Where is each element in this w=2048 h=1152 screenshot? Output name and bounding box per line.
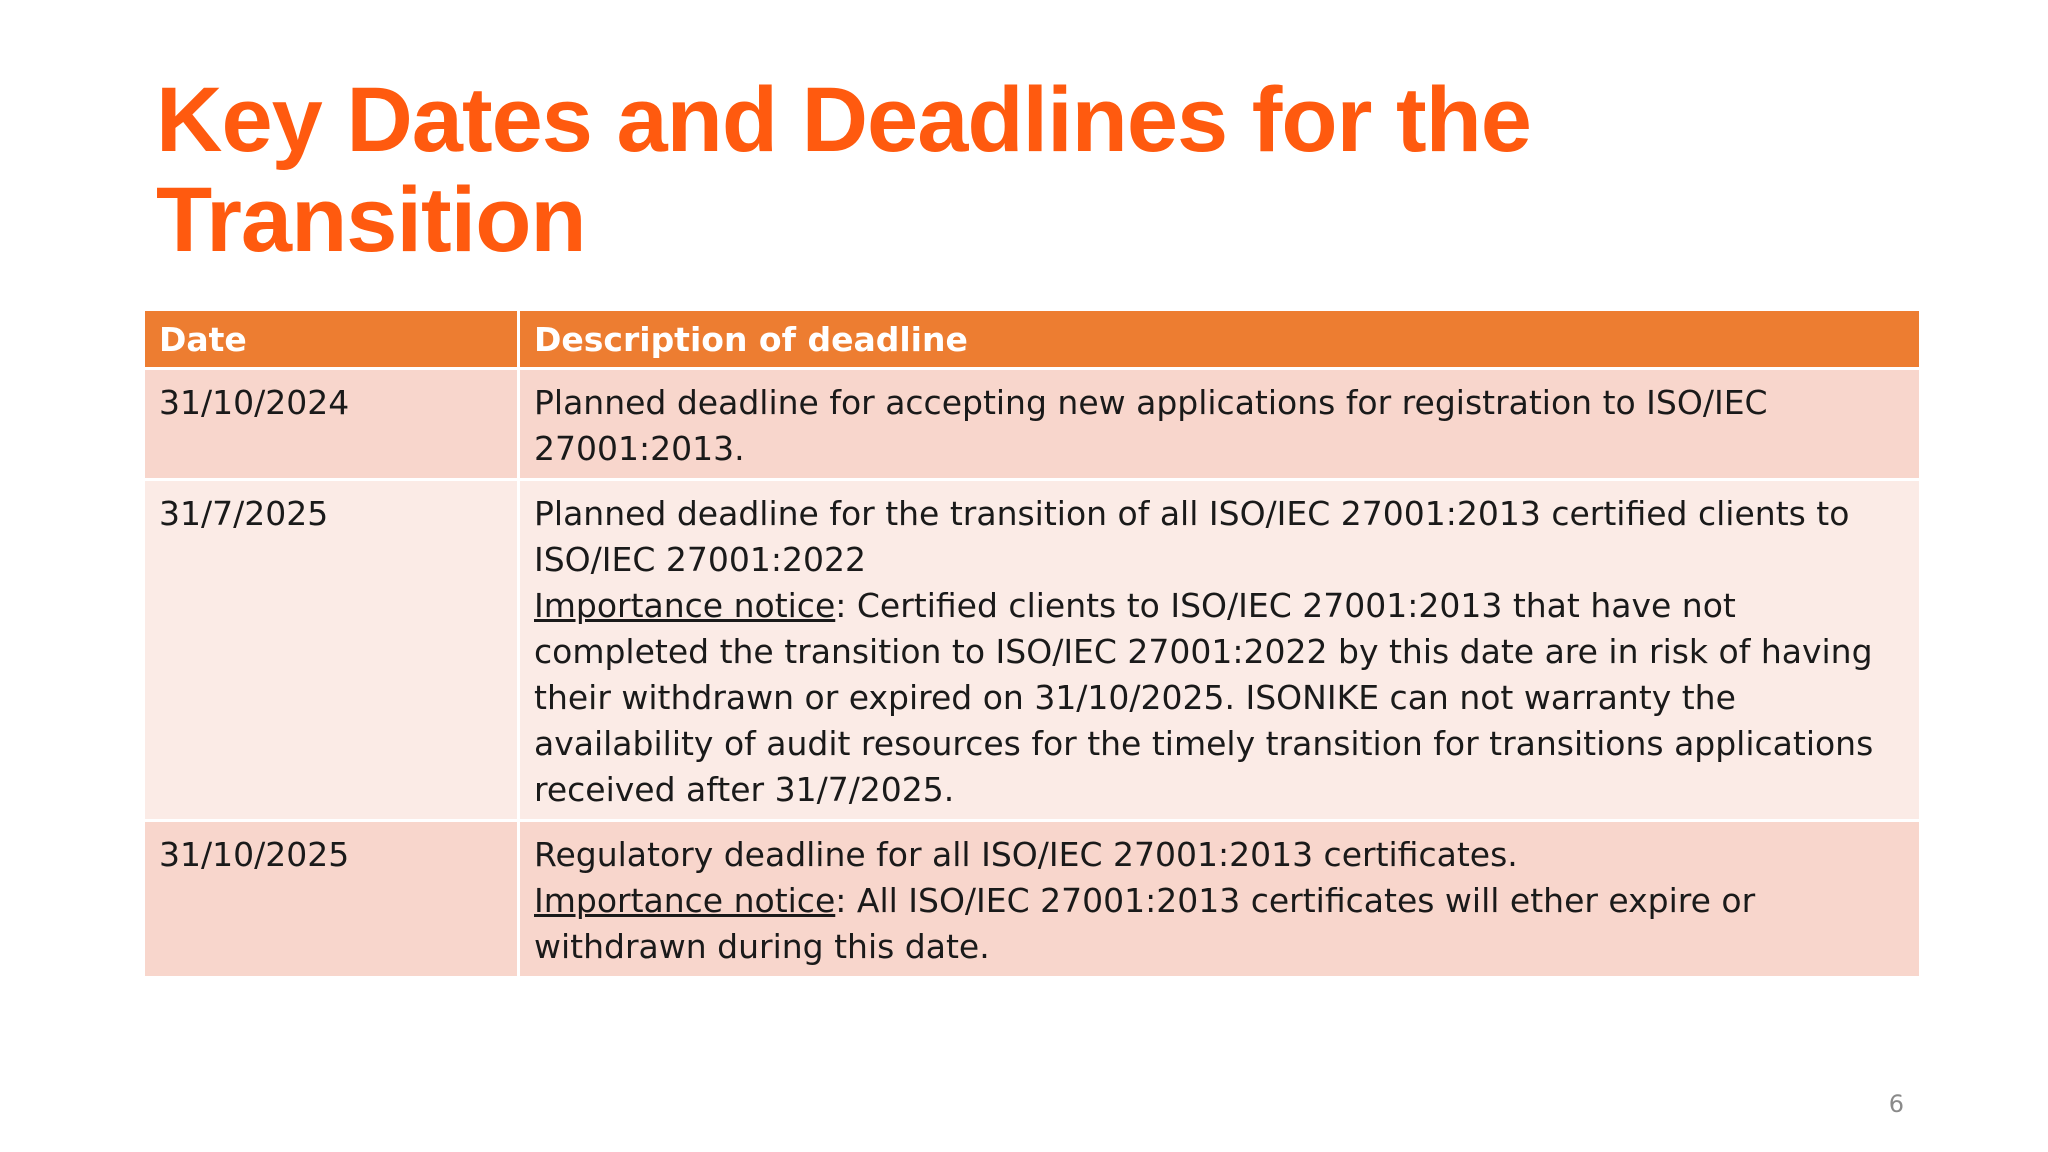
table-header-row: [144, 310, 1921, 369]
row-date: 31/7/2025: [144, 480, 519, 821]
row-description-cell: [519, 369, 1921, 480]
importance-notice-label: Importance notice: [534, 881, 836, 920]
date-column-header: Date: [144, 310, 519, 369]
importance-notice-text: : Certified clients to ISO/IEC 27001:2013 that have not completed the transition to ISO/IEC 27001:2022 by this date are in risk of having their withdrawn or expired on 31/10/2025. ISONIKE can not warranty the availability of audit resources for the timely transition for transitions applications received after 31/7/2025.: [534, 586, 1874, 809]
table-row: [144, 480, 1921, 821]
importance-notice-label: Importance notice: [534, 586, 836, 625]
slide-title: Key Dates and Deadlines for the Transition: [156, 69, 1531, 271]
row-date: 31/10/2024: [144, 369, 519, 480]
row-description-cell: [519, 821, 1921, 978]
page-number: 6: [1888, 1090, 1904, 1118]
table-row: [144, 369, 1921, 480]
description-column-header: Description of deadline: [519, 310, 1921, 369]
row-description: Regulatory deadline for all ISO/IEC 27001:2013 certificates.: [534, 835, 1518, 874]
row-description-cell: [519, 480, 1921, 821]
table-row: [144, 821, 1921, 978]
importance-notice: [534, 878, 1905, 970]
row-date: 31/10/2025: [144, 821, 519, 978]
deadlines-table: [142, 308, 1922, 979]
importance-notice: [534, 583, 1905, 813]
row-description: Planned deadline for the transition of all ISO/IEC 27001:2013 certified clients to ISO/IEC 27001:2022: [534, 494, 1850, 579]
row-description: Planned deadline for accepting new applications for registration to ISO/IEC 27001:2013.: [534, 383, 1768, 468]
importance-notice-text: : All ISO/IEC 27001:2013 certificates will ether expire or withdrawn during this date.: [534, 881, 1756, 966]
